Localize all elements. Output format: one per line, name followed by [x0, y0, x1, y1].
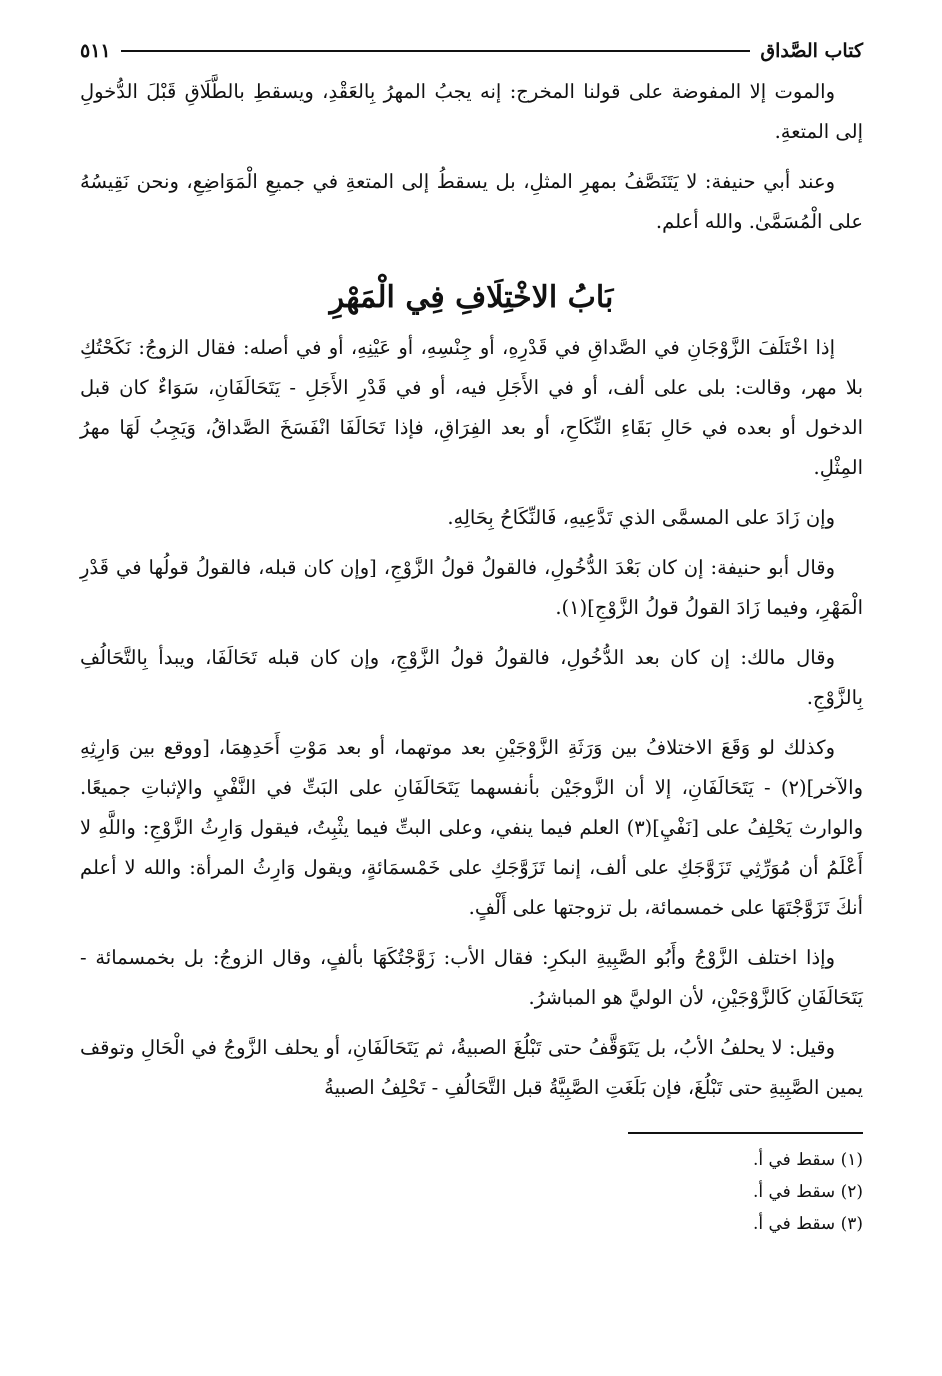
- book-page: [80, 30, 863, 1240]
- page-number: ٥١١: [80, 40, 111, 62]
- paragraph: وكذلك لو وَقَعَ الاختلافُ بين وَرَثَةِ الزَّوْجَيْنِ بعد موتهما، أو بعد مَوْتِ أَحَدِهِمَا، [ووقع بين وَارِثِهِ والآخر](٢) - يَتَحَالَفَانِ، إلا أن الزَّوجَيْن بأنفسهما يَتَحَالَفَانِ على البَتِّ في النَّفْيِ والإثباتِ جميعًا. والوارث يَحْلِفُ على [نَفْيِ](٣) العلم فيما ينفي، وعلى البتِّ فيما يثْبِتُ، فيقول وَارِثُ الزَّوْجِ: واللَّهِ لا أَعْلَمُ أن مُوَرِّثِي تَزَوَّجَكِ على ألف، إنما تَزَوَّجَكِ على خَمْسمَائةٍ، ويقول وَارِثُ المرأة: والله لا أعلم أنكَ تَزَوَّجْتَهَا على خمسمائة، بل تزوجتها على أَلْفٍ.: [80, 736, 863, 919]
- paragraph: إذا اخْتَلَفَ الزَّوْجَانِ في الصَّداقِ في قَدْرِهِ، أو جِنْسِهِ، أو عَيْنِهِ، أو في أصله: فقال الزوجُ: نَكَحْتُكِ بلا مهر، وقالت: بلى على ألف، أو في الأَجَلِ فيه، أو في قَدْرِ الأَجَلِ - يَتَحَالَفَانِ، سَوَاءٌ كان قبل الدخول أو بعده في حَالِ بَقَاءِ النِّكَاحِ، أو بعد الفِرَاقِ، فإذا تَحَالَفَا انْفَسَخَ الصَّداقُ، وَيَجِبُ لَهَا مهرُ المِثْلِ.: [80, 336, 863, 479]
- footnote: (٣) سقط في أ.: [752, 1214, 863, 1234]
- section-text: [80, 328, 863, 1108]
- paragraph: وقال مالك: إن كان بعد الدُّخُولِ، فالقولُ قولُ الزَّوْجِ، وإن كان قبله تَحَالَفَا، ويبدأ بِالتَّحَالُفِ بِالزَّوْجِ.: [80, 646, 863, 709]
- paragraph: وعند أبي حنيفة: لا يَتَنَصَّفُ بمهرِ المثلِ، بل يسقطُ إلى المتعةِ في جميعِ الْمَوَاضِعِ، ونحن نَقِيسُهُ على الْمُسَمَّىٰ. والله أعلم.: [80, 170, 863, 233]
- paragraph: وقيل: لا يحلفُ الأبُ، بل يَتَوَقَّفُ حتى تَبْلُغَ الصبيةُ، ثم يَتَحَالَفَانِ، أو يحلف الزَّوجُ في الْحَالِ وتوقف يمين الصَّبِيةِ حتى تَبْلُغَ، فإن بَلَغَتِ الصَّبِيَّةُ قبل التَّحَالُفِ - تَحْلِفُ الصبيةُ: [80, 1036, 863, 1099]
- footnote-separator: [628, 1132, 863, 1134]
- paragraph: وإن زَادَ على المسمَّى الذي تَدَّعِيهِ، فَالنِّكَاحُ بِحَالِهِ.: [447, 506, 835, 529]
- running-header: [80, 30, 863, 72]
- footnotes: [80, 1144, 863, 1240]
- paragraph: والموت إلا المفوضة على قولنا المخرج: إنه يجبُ المهرُ بِالعَقْدِ، ويسقطِ بالطَّلَاقِ قَبْلَ الدُّخولِ إلى المتعةِ.: [80, 80, 863, 143]
- footnote: (١) سقط في أ.: [752, 1150, 863, 1170]
- book-title: كتاب الصَّداق: [760, 40, 863, 62]
- paragraph: وقال أبو حنيفة: إن كان بَعْدَ الدُّخُولِ، فالقولُ قولُ الزَّوْجِ، [وإن كان قبله، فالقولُ قولُها في قَدْرِ الْمَهْرِ، وفيما زَادَ القولُ قولُ الزَّوْجِ](١).: [80, 556, 863, 619]
- header-rule: [121, 50, 751, 52]
- section-title: بَابُ الاخْتِلَافِ فِي الْمَهْرِ: [329, 280, 614, 315]
- footnote: (٢) سقط في أ.: [752, 1182, 863, 1202]
- paragraph: وإذا اختلف الزَّوْجُ وأَبُو الصَّبِيةِ البكرِ: فقال الأب: زَوَّجْتُكَهَا بألفٍ، وقال الزوجُ: بل بخمسمائة - يَتَحَالَفَانِ كَالزَّوْجَيْنِ، لأن الوليَّ هو المباشرُ.: [80, 946, 863, 1009]
- intro-text: [80, 72, 863, 242]
